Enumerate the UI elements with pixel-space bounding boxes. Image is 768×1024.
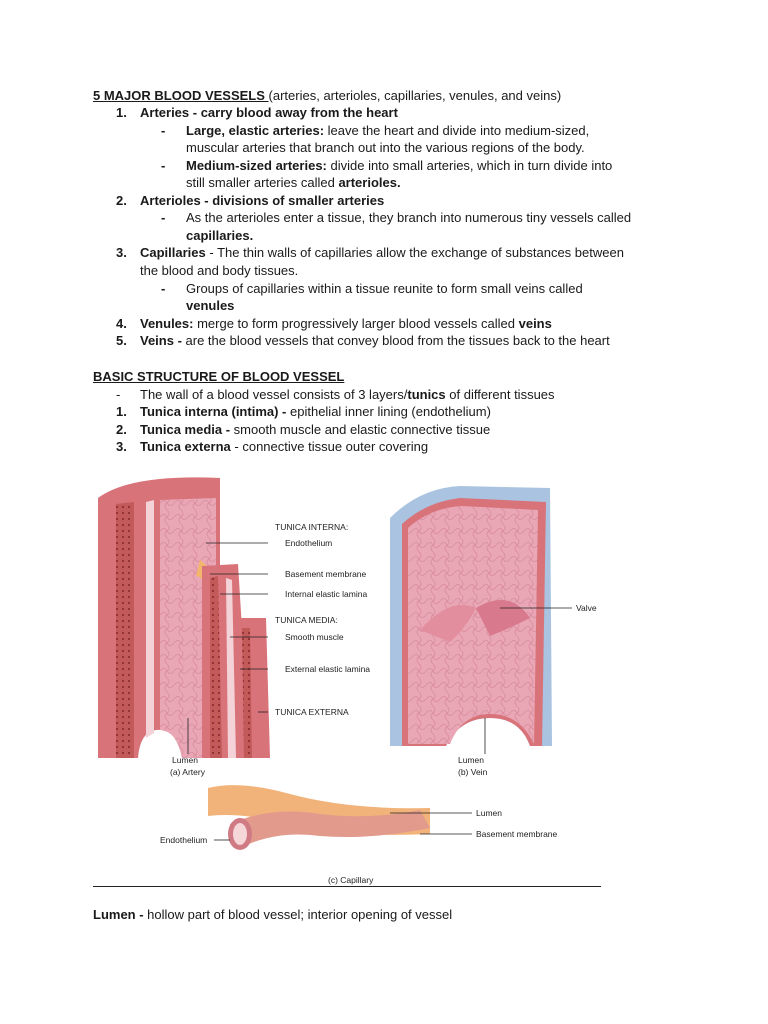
section-heading-title: 5 MAJOR BLOOD VESSELS xyxy=(93,88,269,103)
label-internal-elastic-lamina: Internal elastic lamina xyxy=(285,589,368,599)
sub-item-continuation: still smaller arteries called arterioles. xyxy=(186,175,401,190)
label-lumen-artery: Lumen xyxy=(172,755,198,765)
list-item: 3. Capillaries - The thin walls of capillaries allow the exchange of substances between xyxy=(116,245,624,260)
list-item: 1. Arteries - carry blood away from the heart xyxy=(116,105,398,120)
section-heading xyxy=(93,87,561,104)
label-capillary-endothelium: Endothelium xyxy=(160,835,208,845)
vein-illustration xyxy=(390,486,552,746)
label-tunica-externa: TUNICA EXTERNA xyxy=(275,707,349,717)
lumen-definition: Lumen - hollow part of blood vessel; interior opening of vessel xyxy=(93,907,453,922)
label-tunica-media: TUNICA MEDIA: xyxy=(275,615,338,625)
list-item: 2. Arterioles - divisions of smaller arteries xyxy=(116,193,385,208)
sub-item-continuation: muscular arteries that branch out into the various regions of the body. xyxy=(186,140,585,155)
horizontal-rule xyxy=(93,886,601,887)
label-valve: Valve xyxy=(576,603,597,613)
label-capillary-basement-membrane: Basement membrane xyxy=(476,829,558,839)
caption-capillary: (c) Capillary xyxy=(328,875,374,885)
list-item: 2. Tunica media - smooth muscle and elastic connective tissue xyxy=(116,422,491,437)
capillary-illustration xyxy=(208,785,430,850)
label-external-elastic-lamina: External elastic lamina xyxy=(285,664,371,674)
caption-artery: (a) Artery xyxy=(170,767,205,777)
figure-illustration xyxy=(90,468,610,888)
sub-item-continuation: capillaries. xyxy=(186,228,254,243)
list-item: 3. Tunica externa - connective tissue outer covering xyxy=(116,439,429,454)
label-basement-membrane: Basement membrane xyxy=(285,569,367,579)
artery-illustration xyxy=(98,477,270,758)
section-heading-subtitle: (arteries, arterioles, capillaries, venules, and veins) xyxy=(268,88,562,103)
label-smooth-muscle: Smooth muscle xyxy=(285,632,344,642)
caption-vein: (b) Vein xyxy=(458,767,488,777)
list-item: 4. Venules: merge to form progressively larger blood vessels called veins xyxy=(116,316,552,331)
sub-item: - Medium-sized arteries: divide into small arteries, which in turn divide into xyxy=(161,158,613,173)
sub-item: - Groups of capillaries within a tissue reunite to form small veins called xyxy=(161,281,583,296)
list-item-continuation: the blood and body tissues. xyxy=(140,263,299,278)
section-heading-structure: BASIC STRUCTURE OF BLOOD VESSEL xyxy=(93,369,345,384)
sub-item: - Large, elastic arteries: leave the heart and divide into medium-sized, xyxy=(161,123,590,138)
list-item: 1. Tunica interna (intima) - epithelial inner lining (endothelium) xyxy=(116,404,491,419)
label-lumen-vein: Lumen xyxy=(458,755,484,765)
blood-vessel-figure xyxy=(90,468,610,888)
label-endothelium: Endothelium xyxy=(285,538,333,548)
label-tunica-interna: TUNICA INTERNA: xyxy=(275,522,349,532)
intro-line: - The wall of a blood vessel consists of 3 layers/tunics of different tissues xyxy=(116,387,555,402)
list-item: 5. Veins - are the blood vessels that convey blood from the tissues back to the heart xyxy=(116,333,610,348)
label-capillary-lumen: Lumen xyxy=(476,808,502,818)
sub-item-continuation: venules xyxy=(186,298,235,313)
sub-item: - As the arterioles enter a tissue, they branch into numerous tiny vessels called xyxy=(161,210,632,225)
